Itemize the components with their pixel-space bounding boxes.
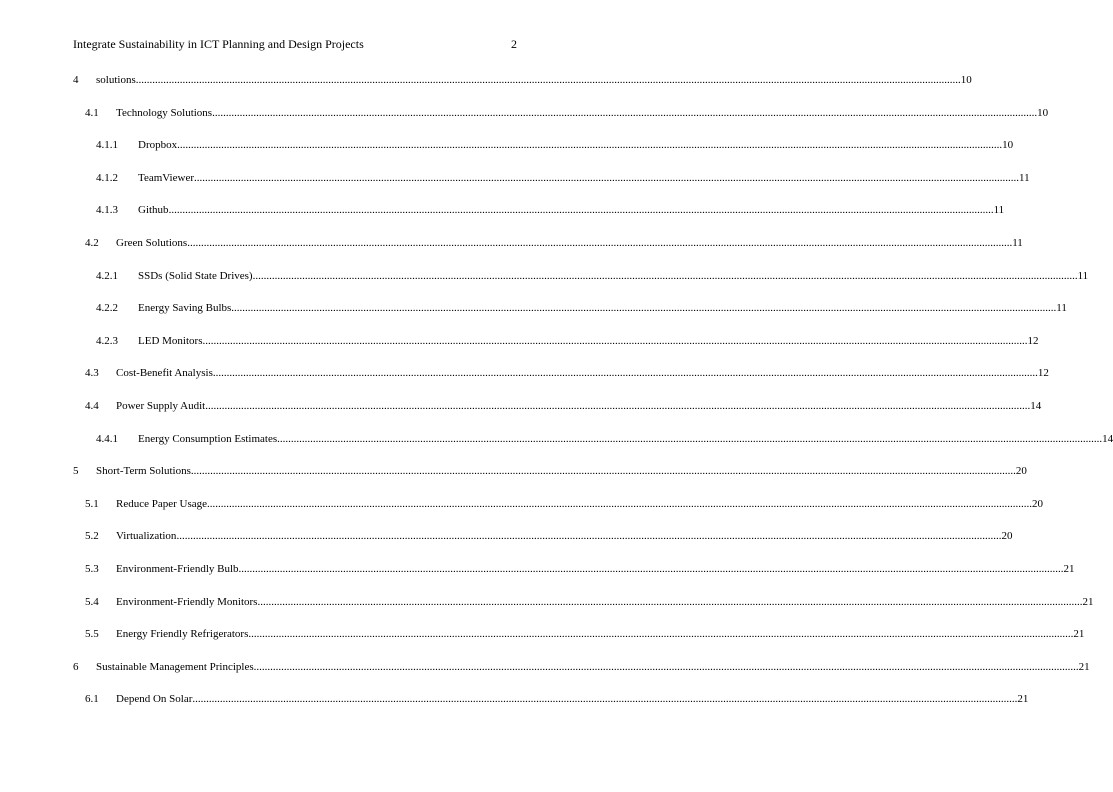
toc-entry-leader-line [116, 496, 1044, 512]
toc-entry-leader-line [116, 235, 1023, 251]
dot-leader: ............................................................................................................................................................................................................................................................................................................ [168, 204, 994, 217]
toc-entry[interactable] [0, 659, 1090, 675]
toc-entry-number: 4 [73, 74, 79, 86]
toc-entry-page-number: 20 [1001, 530, 1013, 543]
toc-entry-number: 5.5 [85, 628, 99, 641]
dot-leader: ............................................................................................................................................................................................................................................................................................................ [248, 628, 1074, 641]
dot-leader: ............................................................................................................................................................................................................................................................................................................ [187, 237, 1013, 249]
toc-entry-page-number: 12 [1037, 367, 1049, 380]
toc-entry-number: 4.1.3 [96, 204, 118, 217]
running-head [73, 36, 517, 52]
dot-leader: ............................................................................................................................................................................................................................................................................................................ [238, 563, 1064, 575]
toc-entry-title-link[interactable]: Energy Friendly Refrigerators [116, 628, 249, 641]
toc-entry-leader-line [138, 431, 1113, 447]
dot-leader: ............................................................................................................................................................................................................................................................................................................ [231, 302, 1057, 315]
dot-leader: ............................................................................................................................................................................................................................................................................................................ [212, 367, 1038, 380]
toc-entry-title-link[interactable]: LED Monitors [138, 334, 203, 347]
toc-entry-leader-line [116, 691, 1029, 707]
dot-leader: ............................................................................................................................................................................................................................................................................................................ [177, 139, 1003, 152]
toc-entry-page-number: 10 [960, 74, 972, 86]
toc-entry-leader-line [96, 659, 1090, 675]
toc-entry-page-number: 21 [1017, 693, 1029, 706]
toc-entry-leader-line [116, 594, 1094, 610]
toc-entry-leader-line [116, 626, 1085, 642]
toc-entry-page-number: 21 [1078, 660, 1090, 673]
running-head-title: Integrate Sustainability in ICT Planning and Design Projects [73, 37, 364, 51]
toc-entry-number: 4.2.1 [96, 269, 118, 282]
toc-entry-leader-line [138, 300, 1067, 316]
toc-entry-page-number: 14 [1030, 400, 1042, 412]
toc-entry-number: 4.3 [85, 367, 99, 380]
toc-entry[interactable] [0, 463, 1027, 479]
toc-entry[interactable] [0, 137, 1014, 153]
dot-leader: ............................................................................................................................................................................................................................................................................................................ [192, 693, 1018, 706]
toc-entry-title-link[interactable]: SSDs (Solid State Drives) [138, 269, 253, 282]
toc-entry-page-number: 20 [1032, 497, 1044, 510]
toc-entry-leader-line [138, 268, 1089, 284]
toc-entry-leader-line [116, 105, 1049, 121]
toc-entry[interactable] [0, 202, 1005, 218]
toc-entry-number: 4.1.1 [96, 139, 118, 152]
dot-leader: ............................................................................................................................................................................................................................................................................................................ [135, 74, 961, 86]
toc-entry[interactable] [0, 496, 1044, 512]
toc-entry-leader-line [116, 561, 1075, 577]
toc-entry-number: 5.3 [85, 563, 99, 575]
toc-entry-page-number: 11 [1056, 302, 1067, 315]
toc-entry-number: 4.1 [85, 106, 99, 119]
toc-entry-title-link[interactable]: Environment-Friendly Bulb [116, 563, 239, 575]
toc-entry-page-number: 21 [1073, 628, 1085, 641]
toc-entry-number: 6 [73, 660, 79, 673]
toc-entry-title-link[interactable]: Green Solutions [116, 237, 188, 249]
toc-entry-page-number: 21 [1082, 595, 1094, 608]
toc-entry-number: 4.2.3 [96, 334, 118, 347]
dot-leader: ............................................................................................................................................................................................................................................................................................................ [252, 269, 1078, 282]
toc-entry-title-link[interactable]: TeamViewer [138, 171, 194, 184]
toc-entry-page-number: 11 [1077, 269, 1089, 282]
toc-entry[interactable] [0, 105, 1049, 121]
toc-entry-page-number: 21 [1063, 563, 1075, 575]
dot-leader: ............................................................................................................................................................................................................................................................................................................ [212, 106, 1038, 119]
toc-entry[interactable] [0, 431, 1113, 447]
toc-entry[interactable] [0, 333, 1039, 349]
toc-entry-number: 5.2 [85, 530, 99, 543]
toc-entry-page-number: 10 [1002, 139, 1014, 152]
toc-entry-page-number: 11 [1018, 171, 1030, 184]
toc-entry-title-link[interactable]: Energy Saving Bulbs [138, 302, 232, 315]
toc-entry-leader-line [96, 72, 972, 88]
dot-leader: ............................................................................................................................................................................................................................................................................................................ [202, 334, 1028, 347]
toc-entry-number: 5 [73, 465, 79, 478]
toc-entry-page-number: 11 [993, 204, 1005, 217]
dot-leader: ............................................................................................................................................................................................................................................................................................................ [257, 595, 1083, 608]
toc-entry-leader-line [138, 333, 1039, 349]
page-number: 2 [511, 37, 517, 51]
toc-entry[interactable] [0, 626, 1085, 642]
toc-entry-page-number: 11 [1012, 237, 1023, 249]
toc-entry[interactable] [0, 72, 972, 88]
toc-entry-title-link[interactable]: Dropbox [138, 139, 178, 152]
toc-entry[interactable] [0, 691, 1029, 707]
toc-entry-page-number: 20 [1015, 465, 1027, 478]
dot-leader: ............................................................................................................................................................................................................................................................................................................ [190, 465, 1016, 478]
toc-entry-number: 6.1 [85, 693, 99, 706]
toc-entry-leader-line [138, 137, 1014, 153]
toc-entry[interactable] [0, 235, 1023, 251]
toc-entry-leader-line [96, 463, 1027, 479]
toc-entry-page-number: 12 [1027, 334, 1039, 347]
toc-entry-title-link[interactable]: Sustainable Management Principles [96, 660, 254, 673]
toc-entry[interactable] [0, 528, 1013, 544]
dot-leader: ............................................................................................................................................................................................................................................................................................................ [176, 530, 1002, 543]
toc-entry-title-link[interactable]: solutions [96, 74, 136, 86]
toc-entry[interactable] [0, 398, 1042, 414]
dot-leader: ............................................................................................................................................................................................................................................................................................................ [207, 497, 1033, 510]
dot-leader: ............................................................................................................................................................................................................................................................................................................ [277, 432, 1103, 445]
toc-entry-title-link[interactable]: Short-Term Solutions [96, 465, 191, 478]
toc-entry-number: 4.4.1 [96, 432, 118, 445]
toc-entry-number: 4.1.2 [96, 171, 118, 184]
toc-entry-page-number: 14 [1102, 432, 1113, 445]
toc-entry-number: 4.2.2 [96, 302, 118, 315]
toc-entry-title-link[interactable]: Environment-Friendly Monitors [116, 595, 258, 608]
toc-entry-number: 5.4 [85, 595, 99, 608]
toc-entry[interactable] [0, 365, 1049, 381]
toc-entry-leader-line [116, 398, 1042, 414]
dot-leader: ............................................................................................................................................................................................................................................................................................................ [193, 171, 1019, 184]
toc-entry-title-link[interactable]: Reduce Paper Usage [116, 497, 208, 510]
toc-entry-title-link[interactable]: Depend On Solar [116, 693, 193, 706]
dot-leader: ............................................................................................................................................................................................................................................................................................................ [253, 660, 1079, 673]
toc-entry-number: 4.2 [85, 237, 99, 249]
toc-entry[interactable] [0, 170, 1030, 186]
toc-entry-title-link[interactable]: Technology Solutions [116, 106, 213, 119]
toc-entry-number: 4.4 [85, 400, 99, 412]
toc-entry-title-link[interactable]: Energy Consumption Estimates [138, 432, 278, 445]
toc-entry-page-number: 10 [1037, 106, 1049, 119]
dot-leader: ............................................................................................................................................................................................................................................................................................................ [205, 400, 1031, 412]
toc-entry[interactable] [0, 300, 1067, 316]
toc-entry-leader-line [138, 202, 1005, 218]
toc-entry-title-link[interactable]: Power Supply Audit [116, 400, 206, 412]
toc-entry-leader-line [138, 170, 1030, 186]
toc-entry-leader-line [116, 365, 1049, 381]
toc-entry-leader-line [116, 528, 1013, 544]
toc-entry-title-link[interactable]: Github [138, 204, 169, 217]
toc-entry[interactable] [0, 561, 1075, 577]
toc-entry[interactable] [0, 594, 1094, 610]
toc-entry-title-link[interactable]: Cost-Benefit Analysis [116, 367, 213, 380]
toc-entry-number: 5.1 [85, 497, 99, 510]
toc-entry-title-link[interactable]: Virtualization [116, 530, 177, 543]
toc-entry[interactable] [0, 268, 1089, 284]
